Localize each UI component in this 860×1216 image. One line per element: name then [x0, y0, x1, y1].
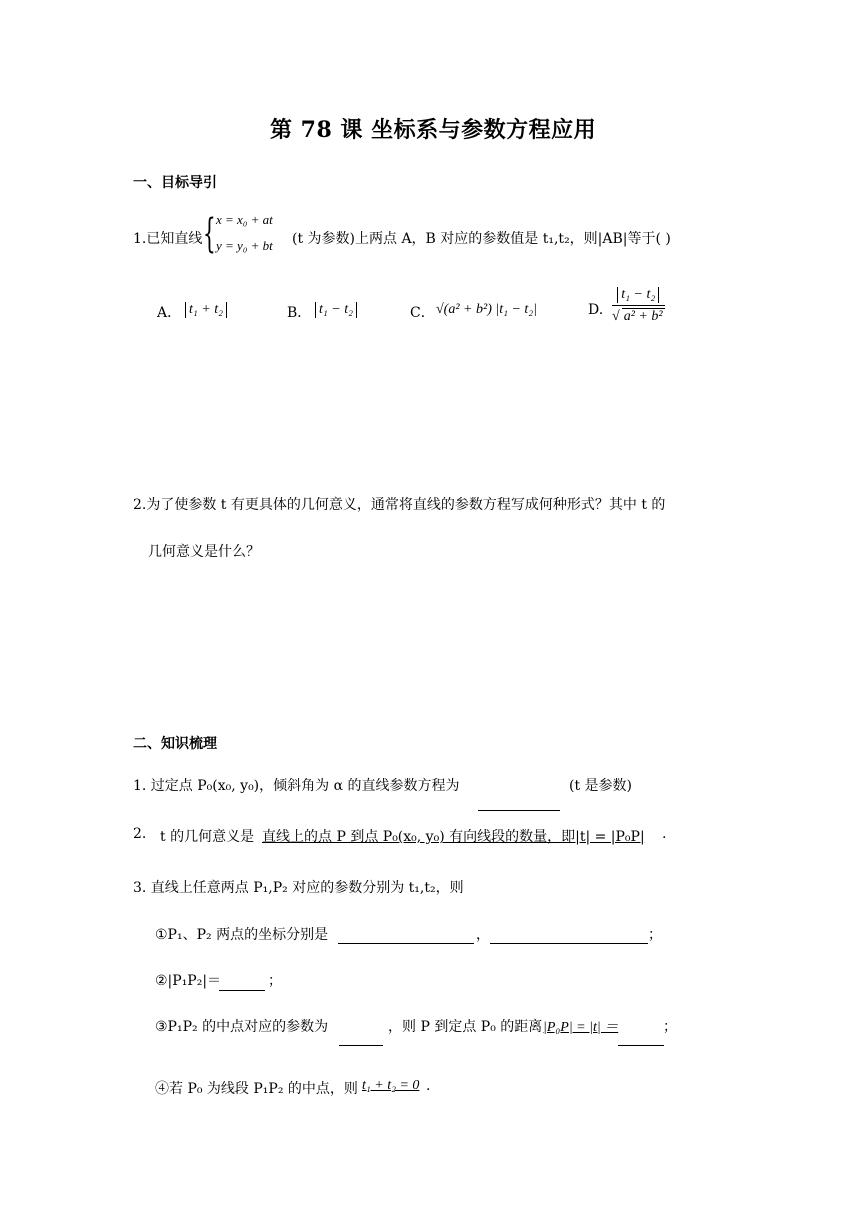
k3-item-2-blank[interactable] — [219, 990, 265, 991]
k2-num: 2. — [133, 826, 147, 842]
k3-item-3a: ③P₁P₂ 的中点对应的参数为 — [155, 1019, 329, 1035]
option-b-value: t₁ − t₂ — [315, 302, 357, 318]
k3-item-4-end: . — [426, 1078, 431, 1094]
k3-item-1-blank-a[interactable] — [338, 943, 474, 944]
section-heading-2: 二、知识梳理 — [133, 736, 217, 752]
k3-item-4-answer: t₁ + t₂ = 0 — [362, 1078, 420, 1093]
k3-item-3-blank-a[interactable] — [339, 1045, 383, 1046]
q2-line2: 几何意义是什么？ — [148, 544, 260, 560]
q1-eq2: y = y₀ + bt — [216, 238, 273, 253]
k3-item-1-end: ； — [648, 927, 662, 943]
k2-answer: 直线上的点 P 到点 P₀(x₀, y₀) 有向线段的数量，即|t| = |P₀P| — [262, 829, 645, 845]
k3-item-3-expr: |P₀P| = |t| ＝ — [543, 1020, 619, 1035]
brace-icon: { — [203, 211, 216, 257]
k3-item-1-sep: ， — [476, 927, 490, 943]
q1-eq1: x = x₀ + at — [216, 212, 273, 227]
section-heading-1: 一、目标导引 — [133, 175, 217, 191]
k2-pre: t 的几何意义是 — [160, 829, 255, 845]
k3-item-1: ①P₁、P₂ 两点的坐标分别是 — [155, 927, 329, 943]
option-d-label: D. — [588, 302, 604, 318]
page-title: 第 78 课 坐标系与参数方程应用 — [270, 117, 597, 143]
k3-item-3-end: ； — [663, 1019, 677, 1035]
k1-blank[interactable] — [478, 810, 560, 811]
option-c-label: C． — [410, 305, 435, 321]
k3-item-4: ④若 P₀ 为线段 P₁P₂ 的中点，则 — [155, 1081, 358, 1097]
k3-item-3-blank-b[interactable] — [618, 1045, 664, 1046]
k1-text: 1. 过定点 P₀(x₀, y₀)，倾斜角为 α 的直线参数方程为 — [133, 778, 460, 794]
q1-prefix: 1.已知直线 — [133, 231, 203, 247]
k3-item-1-blank-b[interactable] — [490, 943, 648, 944]
k3-item-2-end: ； — [268, 973, 282, 989]
q2-line1: 2.为了使参数 t 有更具体的几何意义，通常将直线的参数方程写成何种形式？其中 t 的 — [133, 497, 666, 513]
option-b-expr — [315, 302, 357, 318]
option-d-fraction: $\frac{\text{t₁ − t₂}}{\text{√ a² + b²}}$ — [612, 287, 663, 324]
option-a-label: A． — [157, 305, 182, 321]
option-a-expr — [185, 302, 227, 318]
option-a-value: t₁ + t₂ — [185, 302, 227, 318]
k3-item-2: ②|P₁P₂|＝ — [155, 973, 222, 989]
k1-tail: (t 是参数) — [569, 778, 632, 794]
option-b-label: B． — [287, 305, 312, 321]
k2-end: . — [662, 826, 667, 842]
option-c-expr: √(a² + b²) |t₁ − t₂| — [436, 302, 538, 317]
option-d-numerator: t₁ − t₂ — [617, 287, 659, 303]
option-d-denominator: a² + b² — [623, 309, 663, 324]
k3-intro: 3. 直线上任意两点 P₁,P₂ 对应的参数分别为 t₁,t₂，则 — [133, 880, 464, 896]
q1-text: (t 为参数)上两点 A，B 对应的参数值是 t₁,t₂，则|AB|等于( ) — [292, 231, 671, 247]
k3-item-3b: ，则 P 到定点 P₀ 的距离 — [388, 1019, 543, 1035]
